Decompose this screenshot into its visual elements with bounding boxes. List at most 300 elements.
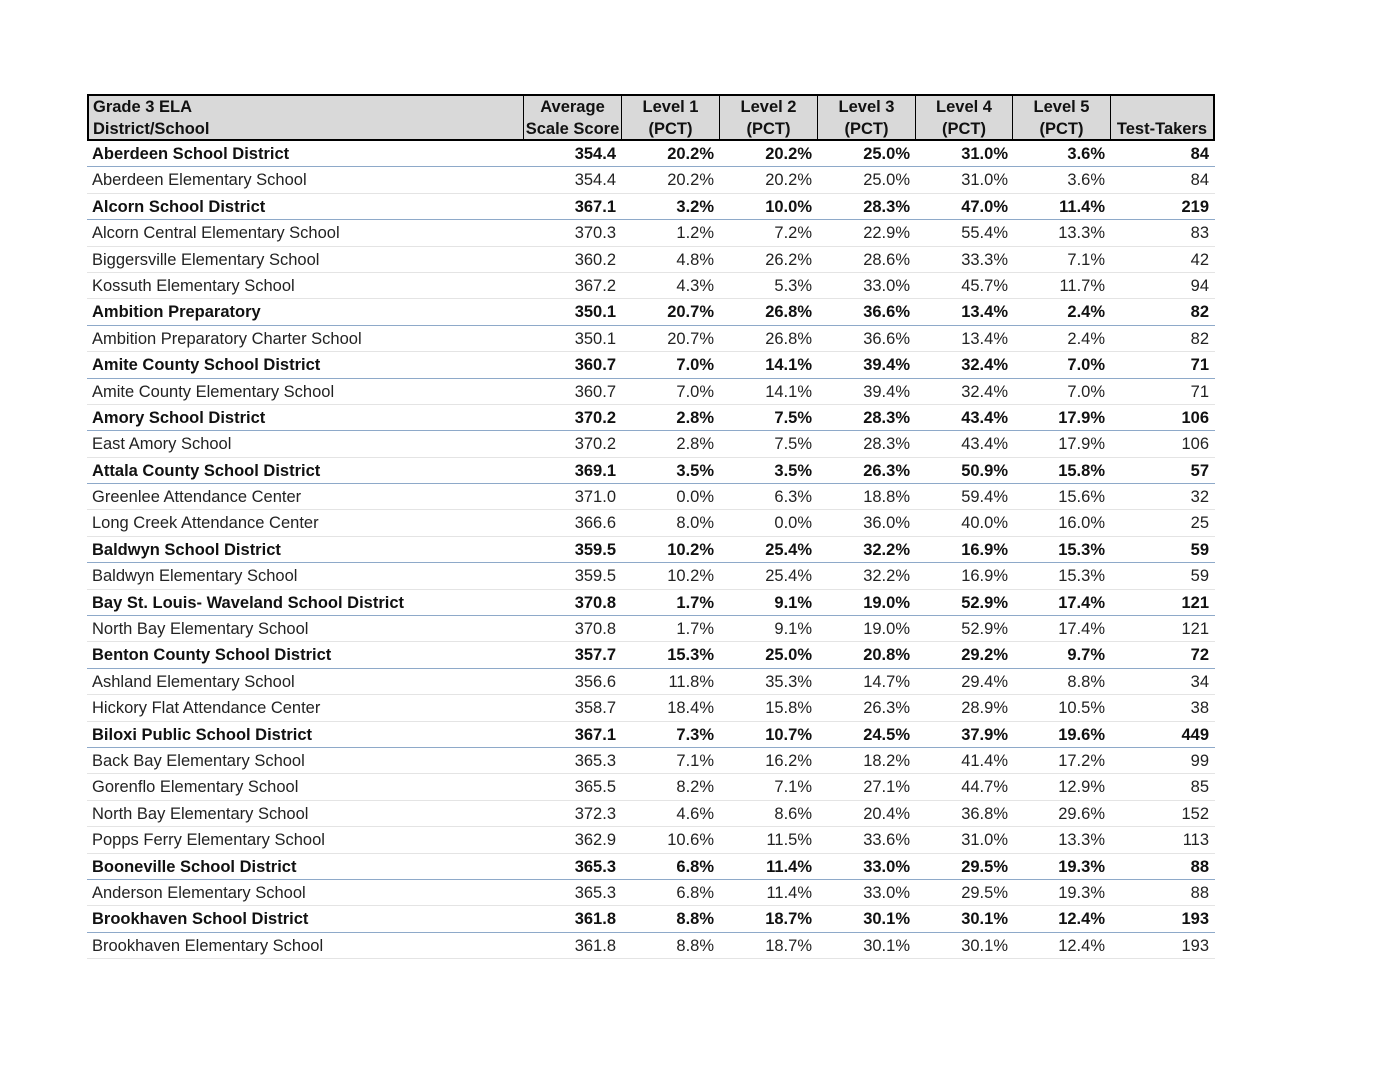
row-level-1: 7.1% — [676, 751, 714, 770]
row-level-2: 25.0% — [765, 646, 812, 665]
row-level-2: 10.7% — [765, 725, 812, 744]
row-average-score: 356.6 — [574, 672, 616, 691]
row-level-1: 10.6% — [667, 831, 714, 850]
row-level-2: 9.1% — [774, 593, 812, 612]
row-level-1: 2.8% — [676, 435, 714, 454]
row-level-1: 8.8% — [676, 910, 714, 929]
row-test-takers: 88 — [1190, 857, 1209, 876]
row-level-5: 9.7% — [1067, 646, 1105, 665]
row-level-4: 32.4% — [961, 356, 1008, 375]
row-level-1: 1.7% — [676, 593, 714, 612]
row-average-score: 359.5 — [574, 567, 616, 586]
row-level-3: 19.0% — [863, 620, 910, 639]
row-average-score: 372.3 — [574, 804, 616, 823]
row-level-5: 7.0% — [1067, 382, 1105, 401]
header-average-line1: Average — [540, 98, 605, 116]
row-level-2: 5.3% — [774, 276, 812, 295]
row-level-2: 20.2% — [765, 145, 812, 163]
header-level-5-line2: (PCT) — [1039, 120, 1084, 138]
district-row — [87, 194, 1215, 220]
row-level-4: 30.1% — [961, 936, 1008, 955]
row-level-3: 26.3% — [863, 699, 910, 718]
row-level-4: 44.7% — [961, 778, 1008, 797]
header-level-3 — [817, 96, 915, 139]
row-level-3: 20.8% — [863, 646, 910, 665]
row-level-4: 31.0% — [961, 831, 1008, 850]
row-level-4: 52.9% — [961, 620, 1008, 639]
row-test-takers: 193 — [1181, 910, 1209, 929]
row-average-score: 361.8 — [574, 910, 616, 929]
row-average-score: 365.3 — [574, 751, 616, 770]
row-average-score: 362.9 — [574, 831, 616, 850]
row-level-2: 18.7% — [765, 910, 812, 929]
row-test-takers: 71 — [1190, 356, 1209, 375]
table-header — [87, 94, 1215, 141]
row-level-5: 15.8% — [1058, 461, 1105, 480]
row-level-3: 22.9% — [863, 224, 910, 243]
school-row — [87, 695, 1215, 721]
row-name: Benton County School District — [92, 646, 332, 665]
row-level-2: 7.5% — [774, 408, 812, 427]
row-name: Baldwyn Elementary School — [92, 567, 298, 586]
row-name: Aberdeen School District — [92, 145, 290, 163]
header-level-3-line1: Level 3 — [838, 98, 895, 116]
row-level-1: 2.8% — [676, 408, 714, 427]
row-test-takers: 42 — [1190, 250, 1209, 269]
row-level-4: 50.9% — [961, 461, 1008, 480]
row-level-5: 19.6% — [1058, 725, 1105, 744]
district-row — [87, 590, 1215, 616]
row-name: Alcorn Central Elementary School — [92, 224, 340, 243]
row-level-5: 15.3% — [1058, 567, 1105, 586]
row-level-5: 17.4% — [1058, 620, 1105, 639]
row-test-takers: 71 — [1190, 382, 1209, 401]
row-level-1: 20.2% — [667, 171, 714, 190]
row-level-2: 16.2% — [765, 751, 812, 770]
row-level-3: 33.6% — [863, 831, 910, 850]
row-level-4: 13.4% — [961, 329, 1008, 348]
row-level-3: 30.1% — [863, 910, 910, 929]
row-level-2: 18.7% — [765, 936, 812, 955]
row-level-5: 17.4% — [1058, 593, 1105, 612]
school-row — [87, 616, 1215, 642]
district-row — [87, 141, 1215, 167]
scores-table — [87, 94, 1215, 959]
district-row — [87, 537, 1215, 563]
row-level-1: 4.3% — [676, 276, 714, 295]
row-level-1: 20.7% — [667, 303, 714, 322]
row-level-5: 11.4% — [1059, 197, 1105, 216]
row-level-2: 0.0% — [774, 514, 812, 533]
school-row — [87, 510, 1215, 536]
row-level-1: 8.0% — [676, 514, 714, 533]
row-name: Brookhaven Elementary School — [92, 936, 324, 955]
row-level-3: 28.3% — [863, 435, 910, 454]
header-test-takers-line2: Test-Takers — [1116, 120, 1208, 138]
row-test-takers: 82 — [1190, 329, 1209, 348]
row-level-4: 29.2% — [961, 646, 1008, 665]
row-average-score: 359.5 — [574, 540, 616, 559]
row-level-5: 13.3% — [1058, 831, 1105, 850]
row-test-takers: 94 — [1190, 276, 1209, 295]
row-level-3: 36.0% — [863, 514, 910, 533]
row-level-3: 28.6% — [863, 250, 910, 269]
row-test-takers: 84 — [1190, 171, 1209, 190]
row-level-4: 41.4% — [961, 751, 1008, 770]
row-level-5: 17.2% — [1058, 751, 1105, 770]
row-name: Greenlee Attendance Center — [92, 488, 302, 507]
row-test-takers: 85 — [1190, 778, 1209, 797]
district-row — [87, 642, 1215, 668]
row-level-1: 4.8% — [676, 250, 714, 269]
row-level-2: 14.1% — [765, 382, 812, 401]
school-row — [87, 431, 1215, 457]
row-level-2: 25.4% — [765, 567, 812, 586]
row-level-5: 8.8% — [1067, 672, 1105, 691]
row-name: Gorenflo Elementary School — [92, 778, 299, 797]
school-row — [87, 273, 1215, 299]
district-row — [87, 405, 1215, 431]
row-level-3: 25.0% — [863, 145, 910, 163]
row-level-1: 18.4% — [667, 699, 714, 718]
header-level-2 — [719, 96, 817, 139]
row-name: Baldwyn School District — [92, 540, 281, 559]
row-test-takers: 72 — [1190, 646, 1209, 665]
header-level-4 — [915, 96, 1012, 139]
header-level-5 — [1012, 96, 1110, 139]
row-name: Bay St. Louis- Waveland School District — [92, 593, 405, 612]
district-row — [87, 299, 1215, 325]
row-level-2: 26.8% — [765, 329, 812, 348]
district-row — [87, 854, 1215, 880]
header-test-takers-line1 — [1111, 96, 1213, 118]
row-average-score: 367.1 — [574, 725, 616, 744]
header-grade-label: Grade 3 ELA — [93, 98, 193, 116]
row-level-4: 59.4% — [961, 488, 1008, 507]
row-level-5: 19.3% — [1058, 857, 1105, 876]
row-level-1: 4.6% — [676, 804, 714, 823]
header-level-1-line2: (PCT) — [648, 120, 693, 138]
row-level-4: 29.5% — [961, 883, 1008, 902]
row-test-takers: 34 — [1190, 672, 1209, 691]
row-average-score: 357.7 — [574, 646, 616, 665]
row-test-takers: 113 — [1182, 831, 1209, 850]
row-level-3: 25.0% — [863, 171, 910, 190]
row-level-2: 26.2% — [765, 250, 812, 269]
row-level-4: 31.0% — [961, 171, 1008, 190]
header-level-5-line1: Level 5 — [1033, 98, 1090, 116]
row-test-takers: 449 — [1181, 725, 1209, 744]
row-level-1: 7.0% — [676, 382, 714, 401]
row-average-score: 358.7 — [574, 699, 616, 718]
row-level-1: 7.0% — [676, 356, 714, 375]
row-level-5: 2.4% — [1067, 329, 1105, 348]
row-level-3: 28.3% — [863, 197, 910, 216]
row-level-2: 14.1% — [765, 356, 812, 375]
row-test-takers: 84 — [1190, 145, 1209, 163]
row-average-score: 360.2 — [574, 250, 616, 269]
row-level-1: 15.3% — [667, 646, 714, 665]
row-level-5: 17.9% — [1058, 408, 1105, 427]
school-row — [87, 484, 1215, 510]
row-level-1: 3.2% — [676, 197, 714, 216]
row-level-4: 40.0% — [961, 514, 1008, 533]
row-level-5: 3.6% — [1067, 145, 1105, 163]
row-level-2: 7.2% — [774, 224, 812, 243]
row-average-score: 367.2 — [574, 276, 616, 295]
row-level-1: 3.5% — [676, 461, 714, 480]
row-level-1: 1.2% — [676, 224, 714, 243]
row-level-1: 20.2% — [667, 145, 714, 163]
row-level-4: 47.0% — [961, 197, 1008, 216]
row-test-takers: 25 — [1190, 514, 1209, 533]
row-name: Attala County School District — [92, 461, 321, 480]
row-average-score: 354.4 — [574, 145, 616, 163]
row-level-5: 2.4% — [1067, 303, 1105, 322]
school-row — [87, 774, 1215, 800]
row-name: Amory School District — [92, 408, 266, 427]
district-row — [87, 458, 1215, 484]
row-test-takers: 32 — [1190, 488, 1209, 507]
row-level-2: 7.5% — [774, 435, 812, 454]
header-test-takers — [1110, 96, 1213, 139]
row-level-2: 7.1% — [774, 778, 812, 797]
row-average-score: 365.3 — [574, 857, 616, 876]
school-row — [87, 167, 1215, 193]
row-level-4: 45.7% — [961, 276, 1008, 295]
row-level-4: 16.9% — [961, 540, 1008, 559]
row-level-2: 25.4% — [765, 540, 812, 559]
row-test-takers: 121 — [1181, 593, 1209, 612]
row-level-5: 12.4% — [1058, 910, 1105, 929]
row-level-5: 15.3% — [1058, 540, 1105, 559]
school-row — [87, 326, 1215, 352]
header-level-2-line1: Level 2 — [740, 98, 797, 116]
row-average-score: 370.2 — [574, 408, 616, 427]
row-level-3: 30.1% — [863, 936, 910, 955]
row-level-4: 33.3% — [961, 250, 1008, 269]
row-level-3: 39.4% — [863, 356, 910, 375]
row-level-1: 11.8% — [668, 672, 714, 691]
row-level-1: 0.0% — [676, 488, 714, 507]
row-name: Popps Ferry Elementary School — [92, 831, 325, 850]
row-average-score: 370.8 — [574, 593, 616, 612]
row-test-takers: 38 — [1190, 699, 1209, 718]
row-average-score: 350.1 — [574, 303, 616, 322]
row-level-4: 16.9% — [961, 567, 1008, 586]
row-average-score: 361.8 — [574, 936, 616, 955]
row-average-score: 370.8 — [574, 620, 616, 639]
row-name: Hickory Flat Attendance Center — [92, 699, 321, 718]
header-district-school — [89, 96, 523, 139]
row-level-4: 37.9% — [961, 725, 1008, 744]
district-row — [87, 722, 1215, 748]
row-name: Kossuth Elementary School — [92, 276, 295, 295]
row-test-takers: 106 — [1181, 408, 1209, 427]
row-level-3: 33.0% — [863, 276, 910, 295]
school-row — [87, 801, 1215, 827]
school-row — [87, 379, 1215, 405]
row-name: Ambition Preparatory — [92, 303, 261, 322]
row-level-4: 52.9% — [961, 593, 1008, 612]
row-test-takers: 99 — [1190, 751, 1209, 770]
row-level-5: 19.3% — [1058, 883, 1105, 902]
row-test-takers: 193 — [1181, 936, 1209, 955]
school-row — [87, 827, 1215, 853]
row-level-2: 6.3% — [774, 488, 812, 507]
row-level-5: 11.7% — [1059, 276, 1105, 295]
row-name: Booneville School District — [92, 857, 297, 876]
row-name: Long Creek Attendance Center — [92, 514, 319, 533]
row-level-2: 11.4% — [766, 883, 812, 902]
header-level-2-line2: (PCT) — [746, 120, 791, 138]
row-test-takers: 219 — [1181, 197, 1209, 216]
row-name: Biggersville Elementary School — [92, 250, 320, 269]
row-level-3: 28.3% — [863, 408, 910, 427]
row-level-3: 33.0% — [863, 857, 910, 876]
row-average-score: 371.0 — [574, 488, 616, 507]
school-row — [87, 220, 1215, 246]
header-level-4-line2: (PCT) — [942, 120, 986, 138]
row-level-1: 6.8% — [676, 857, 714, 876]
row-level-1: 6.8% — [676, 883, 714, 902]
header-level-3-line2: (PCT) — [844, 120, 889, 138]
row-level-1: 10.2% — [667, 567, 714, 586]
row-level-3: 26.3% — [863, 461, 910, 480]
row-level-1: 7.3% — [676, 725, 714, 744]
row-name: Amite County School District — [92, 356, 321, 375]
school-row — [87, 748, 1215, 774]
row-name: Alcorn School District — [92, 197, 266, 216]
row-name: Biloxi Public School District — [92, 725, 313, 744]
row-level-1: 8.8% — [676, 936, 714, 955]
row-level-2: 35.3% — [765, 672, 812, 691]
row-level-3: 36.6% — [863, 329, 910, 348]
row-name: Aberdeen Elementary School — [92, 171, 307, 190]
row-test-takers: 59 — [1190, 567, 1209, 586]
district-row — [87, 352, 1215, 378]
row-name: Amite County Elementary School — [92, 382, 335, 401]
table-body — [87, 141, 1215, 959]
school-row — [87, 247, 1215, 273]
row-test-takers: 106 — [1181, 435, 1209, 454]
row-level-5: 15.6% — [1058, 488, 1105, 507]
row-level-2: 8.6% — [774, 804, 812, 823]
row-name: North Bay Elementary School — [92, 804, 309, 823]
row-level-3: 39.4% — [863, 382, 910, 401]
row-level-4: 43.4% — [961, 408, 1008, 427]
header-level-1-line1: Level 1 — [642, 98, 699, 116]
row-test-takers: 82 — [1190, 303, 1209, 322]
row-level-1: 1.7% — [676, 620, 714, 639]
row-level-5: 29.6% — [1058, 804, 1105, 823]
row-level-5: 13.3% — [1058, 224, 1105, 243]
row-level-5: 3.6% — [1067, 171, 1105, 190]
row-level-4: 13.4% — [961, 303, 1008, 322]
row-level-3: 18.2% — [863, 751, 910, 770]
row-level-4: 29.5% — [961, 857, 1008, 876]
row-level-1: 8.2% — [676, 778, 714, 797]
row-average-score: 369.1 — [574, 461, 616, 480]
row-name: Anderson Elementary School — [92, 883, 306, 902]
school-row — [87, 563, 1215, 589]
row-test-takers: 57 — [1190, 461, 1209, 480]
row-level-4: 55.4% — [961, 224, 1008, 243]
row-level-3: 19.0% — [863, 593, 910, 612]
row-level-2: 20.2% — [765, 171, 812, 190]
row-level-3: 24.5% — [863, 725, 910, 744]
header-district-label: District/School — [93, 120, 210, 138]
row-level-3: 32.2% — [863, 540, 910, 559]
row-level-3: 36.6% — [863, 303, 910, 322]
row-level-4: 31.0% — [961, 145, 1008, 163]
row-level-5: 12.9% — [1058, 778, 1105, 797]
row-name: North Bay Elementary School — [92, 620, 309, 639]
row-test-takers: 59 — [1190, 540, 1209, 559]
row-level-3: 33.0% — [863, 883, 910, 902]
row-level-1: 10.2% — [667, 540, 714, 559]
row-level-1: 20.7% — [667, 329, 714, 348]
row-average-score: 360.7 — [574, 356, 616, 375]
header-average-line2: Scale Score — [525, 120, 620, 138]
row-level-3: 14.7% — [863, 672, 910, 691]
row-name: Brookhaven School District — [92, 910, 309, 929]
row-average-score: 360.7 — [574, 382, 616, 401]
header-level-1 — [621, 96, 719, 139]
row-test-takers: 88 — [1190, 883, 1209, 902]
row-average-score: 354.4 — [574, 171, 616, 190]
row-level-2: 3.5% — [774, 461, 812, 480]
row-level-2: 11.5% — [766, 831, 812, 850]
row-name: Ambition Preparatory Charter School — [92, 329, 362, 348]
row-level-4: 43.4% — [961, 435, 1008, 454]
row-test-takers: 83 — [1190, 224, 1209, 243]
row-level-2: 11.4% — [766, 857, 812, 876]
row-level-4: 28.9% — [961, 699, 1008, 718]
row-average-score: 350.1 — [574, 329, 616, 348]
row-level-4: 29.4% — [961, 672, 1008, 691]
row-level-2: 26.8% — [765, 303, 812, 322]
row-name: Back Bay Elementary School — [92, 751, 305, 770]
row-level-2: 9.1% — [774, 620, 812, 639]
row-average-score: 365.5 — [574, 778, 616, 797]
row-average-score: 370.3 — [574, 224, 616, 243]
row-level-5: 7.1% — [1067, 250, 1105, 269]
header-level-4-line1: Level 4 — [936, 98, 992, 116]
row-level-5: 12.4% — [1058, 936, 1105, 955]
header-average-score — [523, 96, 621, 139]
school-row — [87, 669, 1215, 695]
school-row — [87, 933, 1215, 959]
row-average-score: 365.3 — [574, 883, 616, 902]
row-name: Ashland Elementary School — [92, 672, 295, 691]
row-test-takers: 121 — [1181, 620, 1209, 639]
row-name: East Amory School — [92, 435, 232, 454]
row-level-4: 30.1% — [961, 910, 1008, 929]
row-level-3: 18.8% — [863, 488, 910, 507]
row-level-5: 16.0% — [1058, 514, 1105, 533]
row-level-2: 15.8% — [765, 699, 812, 718]
row-level-3: 20.4% — [863, 804, 910, 823]
row-level-3: 32.2% — [863, 567, 910, 586]
school-row — [87, 880, 1215, 906]
row-average-score: 367.1 — [574, 197, 616, 216]
row-average-score: 366.6 — [574, 514, 616, 533]
row-level-4: 36.8% — [961, 804, 1008, 823]
row-level-5: 17.9% — [1058, 435, 1105, 454]
row-level-2: 10.0% — [765, 197, 812, 216]
district-row — [87, 906, 1215, 932]
